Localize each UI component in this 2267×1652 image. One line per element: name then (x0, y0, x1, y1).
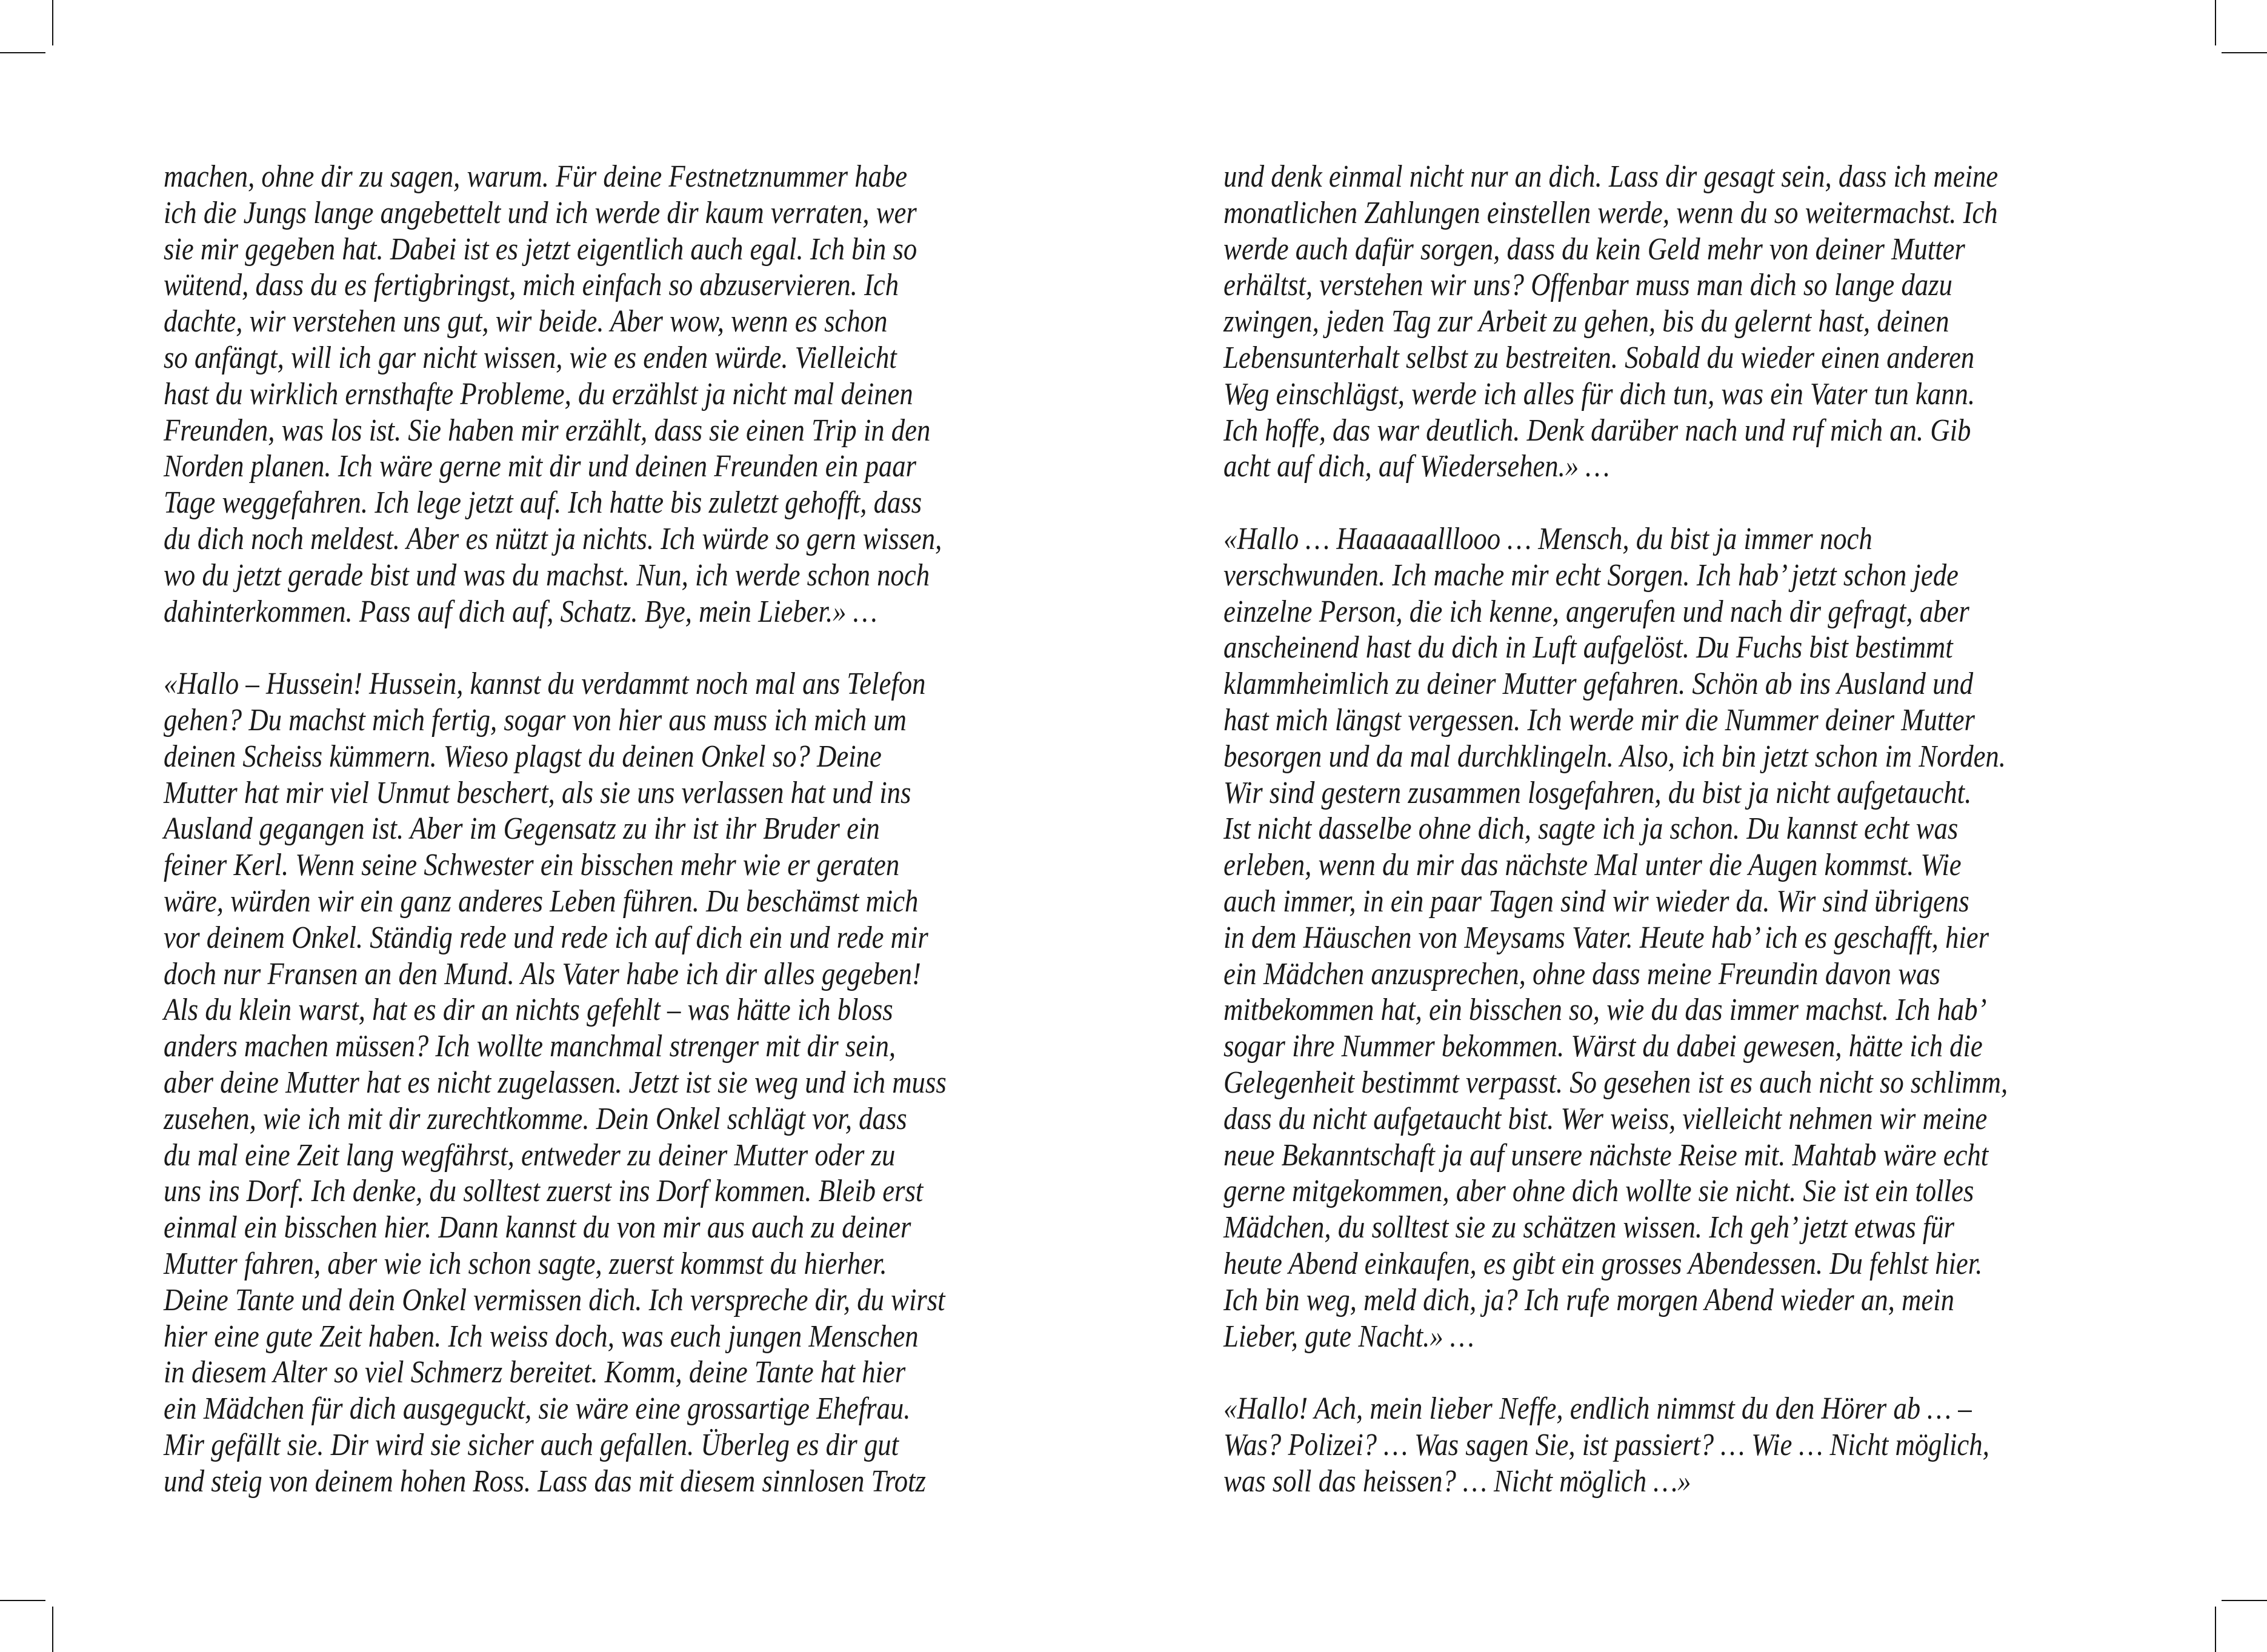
text-line: ein Mädchen für dich ausgeguckt, sie wäre eine grossartige Ehefrau. (164, 1391, 911, 1427)
text-line: werde auch dafür sorgen, dass du kein Geld mehr von deiner Mutter (1223, 231, 1965, 267)
crop-mark-top-right-v (2215, 0, 2216, 45)
crop-mark-bottom-left-h (0, 1600, 45, 1601)
text-line: Lebensunterhalt selbst zu bestreiten. Sobald du wieder einen anderen (1223, 340, 1975, 375)
paragraph-break (1223, 485, 2005, 521)
text-line: ich die Jungs lange angebettelt und ich werde dir kaum verraten, wer (164, 195, 917, 230)
text-line: wütend, dass du es fertigbringst, mich einfach so abzuservieren. Ich (164, 268, 899, 303)
left-page-text (164, 159, 1073, 1499)
text-line: Mädchen, du solltest sie zu schätzen wissen. Ich geh’ jetzt etwas für (1223, 1210, 1955, 1245)
text-line: hast mich längst vergessen. Ich werde mir die Nummer deiner Mutter (1223, 702, 1975, 738)
text-line: Freunden, was los ist. Sie haben mir erzählt, dass sie einen Trip in den (164, 413, 931, 448)
text-line: monatlichen Zahlungen einstellen werde, wenn du so weitermachst. Ich (1223, 195, 1998, 230)
crop-mark-top-left-v (52, 0, 53, 45)
paragraph-break (1223, 1354, 2005, 1391)
text-line: dachte, wir verstehen uns gut, wir beide. Aber wow, wenn es schon (164, 304, 888, 339)
right-page-text (1223, 159, 2132, 1499)
text-line: Gelegenheit bestimmt verpasst. So gesehen ist es auch nicht so schlimm, (1223, 1065, 2008, 1100)
text-line: verschwunden. Ich mache mir echt Sorgen. Ich hab’ jetzt schon jede (1223, 558, 1959, 593)
text-line: einmal ein bisschen hier. Dann kannst du von mir aus auch zu deiner (164, 1210, 911, 1245)
crop-mark-bottom-left-v (52, 1607, 53, 1652)
text-line: besorgen und da mal durchklingeln. Also, ich bin jetzt schon im Norden. (1223, 739, 2006, 774)
text-line: dass du nicht aufgetaucht bist. Wer weiss, vielleicht nehmen wir meine (1223, 1101, 1988, 1136)
text-line: hast du wirklich ernsthafte Probleme, du erzählst ja nicht mal deinen (164, 376, 913, 411)
text-line: einzelne Person, die ich kenne, angerufen und nach dir gefragt, aber (1223, 594, 1969, 629)
crop-mark-top-left-h (0, 52, 45, 53)
text-line: was soll das heissen? … Nicht möglich …» (1223, 1464, 1691, 1499)
text-line: anscheinend hast du dich in Luft aufgelöst. Du Fuchs bist bestimmt (1223, 630, 1953, 665)
text-line: neue Bekanntschaft ja auf unsere nächste Reise mit. Mahtab wäre echt (1223, 1137, 1989, 1173)
text-line: erleben, wenn du mir das nächste Mal unter die Augen kommst. Wie (1223, 848, 1962, 883)
text-line: du mal eine Zeit lang wegfährst, entweder zu deiner Mutter oder zu (164, 1137, 896, 1173)
text-line: gehen? Du machst mich fertig, sogar von hier aus muss ich mich um (164, 702, 907, 738)
text-line: Was? Polizei? … Was sagen Sie, ist passiert? … Wie … Nicht möglich, (1223, 1427, 1989, 1462)
text-line: wo du jetzt gerade bist und was du machst. Nun, ich werde schon noch (164, 558, 930, 593)
text-line: hier eine gute Zeit haben. Ich weiss doch, was euch jungen Menschen (164, 1319, 919, 1354)
text-line: Ist nicht dasselbe ohne dich, sagte ich ja schon. Du kannst echt was (1223, 811, 1959, 847)
text-line: vor deinem Onkel. Ständig rede und rede ich auf dich ein und rede mir (164, 920, 928, 955)
text-line: Weg einschlägst, werde ich alles für dich tun, was ein Vater tun kann. (1223, 376, 1976, 411)
text-line: Tage weggefahren. Ich lege jetzt auf. Ich hatte bis zuletzt gehofft, dass (164, 485, 922, 521)
text-line: sie mir gegeben hat. Dabei ist es jetzt eigentlich auch egal. Ich bin so (164, 231, 917, 267)
text-line: ein Mädchen anzusprechen, ohne dass meine Freundin davon was (1223, 956, 1940, 991)
text-line: auch immer, in ein paar Tagen sind wir wieder da. Wir sind übrigens (1223, 884, 1969, 919)
text-line: Ich hoffe, das war deutlich. Denk darüber nach und ruf mich an. Gib (1223, 413, 1971, 448)
text-line: Lieber, gute Nacht.» … (1223, 1319, 1474, 1354)
text-line: doch nur Fransen an den Mund. Als Vater habe ich dir alles gegeben! (164, 956, 921, 991)
text-line: du dich noch meldest. Aber es nützt ja nichts. Ich würde so gern wissen, (164, 521, 942, 556)
text-line: «Hallo … Haaaaaalllooo … Mensch, du bist ja immer noch (1223, 521, 1873, 556)
text-line: deinen Scheiss kümmern. Wieso plagst du deinen Onkel so? Deine (164, 739, 882, 774)
text-line: in diesem Alter so viel Schmerz bereitet. Komm, deine Tante hat hier (164, 1355, 906, 1390)
text-line: zusehen, wie ich mit dir zurechtkomme. Dein Onkel schlägt vor, dass (164, 1101, 907, 1136)
text-line: dahinterkommen. Pass auf dich auf, Schatz. Bye, mein Lieber.» … (164, 594, 877, 629)
text-line: Mir gefällt sie. Dir wird sie sicher auch gefallen. Überleg es dir gut (164, 1427, 899, 1462)
text-line: so anfängt, will ich gar nicht wissen, wie es enden würde. Vielleicht (164, 340, 897, 375)
text-line: machen, ohne dir zu sagen, warum. Für deine Festnetznummer habe (164, 159, 908, 194)
text-line: in dem Häuschen von Meysams Vater. Heute hab’ ich es geschafft, hier (1223, 920, 1989, 955)
text-line: Mutter hat mir viel Unmut beschert, als sie uns verlassen hat und ins (164, 775, 911, 810)
text-line: Wir sind gestern zusammen losgefahren, du bist ja nicht aufgetaucht. (1223, 775, 1972, 810)
crop-mark-top-right-h (2222, 52, 2267, 53)
paragraph-break (164, 630, 945, 666)
crop-mark-bottom-right-h (2222, 1600, 2267, 1601)
text-line: wäre, würden wir ein ganz anderes Leben führen. Du beschämst mich (164, 884, 919, 919)
text-line: Mutter fahren, aber wie ich schon sagte, zuerst kommst du hierher. (164, 1246, 887, 1281)
text-line: feiner Kerl. Wenn seine Schwester ein bisschen mehr wie er geraten (164, 848, 900, 883)
text-line: Ausland gegangen ist. Aber im Gegensatz zu ihr ist ihr Bruder ein (164, 811, 880, 847)
text-line: gerne mitgekommen, aber ohne dich wollte sie nicht. Sie ist ein tolles (1223, 1174, 1974, 1209)
text-line: anders machen müssen? Ich wollte manchmal strenger mit dir sein, (164, 1029, 896, 1064)
text-line: erhältst, verstehen wir uns? Offenbar muss man dich so lange dazu (1223, 268, 1952, 303)
text-line: klammheimlich zu deiner Mutter gefahren. Schön ab ins Ausland und (1223, 667, 1974, 702)
text-line: Deine Tante und dein Onkel vermissen dich. Ich verspreche dir, du wirst (164, 1282, 945, 1317)
text-line: mitbekommen hat, ein bisschen so, wie du das immer machst. Ich hab’ (1223, 993, 1987, 1028)
text-line: sogar ihre Nummer bekommen. Wärst du dabei gewesen, hätte ich die (1223, 1029, 1983, 1064)
text-line: «Hallo! Ach, mein lieber Neffe, endlich nimmst du den Hörer ab … – (1223, 1391, 1972, 1427)
text-line: heute Abend einkaufen, es gibt ein grosses Abendessen. Du fehlst hier. (1223, 1246, 1983, 1281)
text-line: acht auf dich, auf Wiedersehen.» … (1223, 449, 1610, 484)
text-line: Norden planen. Ich wäre gerne mit dir und deinen Freunden ein paar (164, 449, 917, 484)
text-line: «Hallo – Hussein! Hussein, kannst du verdammt noch mal ans Telefon (164, 667, 926, 702)
text-line: und steig von deinem hohen Ross. Lass das mit diesem sinnlosen Trotz (164, 1464, 926, 1499)
text-line: und denk einmal nicht nur an dich. Lass dir gesagt sein, dass ich meine (1223, 159, 1999, 194)
text-line: aber deine Mutter hat es nicht zugelassen. Jetzt ist sie weg und ich muss (164, 1065, 947, 1100)
text-line: zwingen, jeden Tag zur Arbeit zu gehen, bis du gelernt hast, deinen (1223, 304, 1949, 339)
text-line: uns ins Dorf. Ich denke, du solltest zuerst ins Dorf kommen. Bleib erst (164, 1174, 924, 1209)
crop-mark-bottom-right-v (2215, 1607, 2216, 1652)
text-line: Als du klein warst, hat es dir an nichts gefehlt – was hätte ich bloss (164, 993, 893, 1028)
text-line: Ich bin weg, meld dich, ja? Ich rufe morgen Abend wieder an, mein (1223, 1282, 1954, 1317)
